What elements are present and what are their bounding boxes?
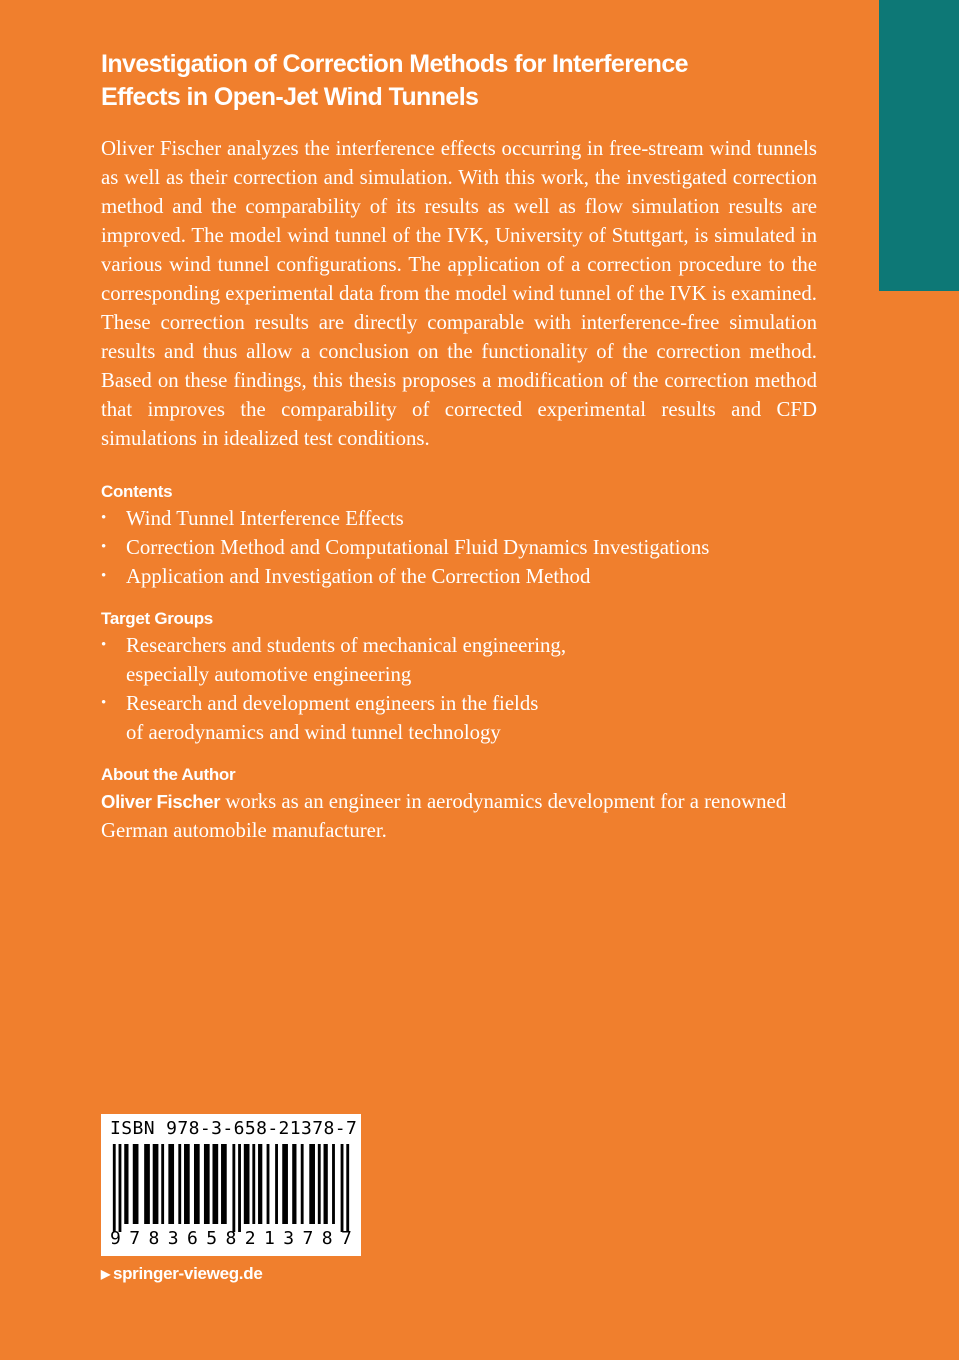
contents-list — [101, 504, 817, 591]
list-item — [101, 562, 817, 591]
barcode-digit: 7 — [129, 1228, 141, 1249]
list-item-text: especially automotive engineering — [126, 663, 412, 686]
barcode-bar — [144, 1144, 150, 1224]
website-text: springer-vieweg.de — [112, 1264, 263, 1283]
barcode-digit: 7 — [341, 1228, 352, 1249]
back-cover-content — [101, 48, 817, 845]
contents-section — [101, 480, 817, 591]
author-bio-text: works as an engineer in aerodynamics development for a renowned German automobile manufacturer. — [101, 790, 787, 842]
barcode-bar — [282, 1144, 288, 1224]
barcode-bar — [324, 1144, 328, 1224]
bullet-icon: • — [101, 510, 107, 526]
bullet-icon: • — [101, 568, 107, 584]
barcode-bar — [267, 1144, 270, 1224]
barcode-digit: 3 — [167, 1228, 179, 1249]
author-name: Oliver Fischer — [101, 791, 221, 812]
bullet-icon: • — [101, 539, 107, 555]
barcode-bar — [244, 1144, 250, 1224]
target-groups-list — [101, 631, 817, 747]
contents-heading: Contents — [101, 482, 173, 501]
isbn-label: ISBN 978-3-658-21378-7 — [110, 1118, 358, 1139]
barcode-guard-bar — [238, 1144, 241, 1232]
barcode-bar — [184, 1144, 190, 1224]
target-groups-section — [101, 607, 817, 747]
barcode-bar — [153, 1144, 159, 1224]
barcode-guard-bar — [232, 1144, 235, 1232]
list-item-text: Wind Tunnel Interference Effects — [126, 507, 404, 530]
barcode-bar — [124, 1144, 128, 1224]
barcode-digit: 8 — [225, 1228, 237, 1249]
barcode-bar — [292, 1144, 296, 1224]
barcode-bar — [275, 1144, 278, 1224]
list-item-text: Research and development engineers in the fields — [126, 692, 539, 715]
barcode-bar — [161, 1144, 164, 1224]
barcode-digit: 1 — [264, 1228, 275, 1249]
barcode-digit: 2 — [244, 1228, 256, 1249]
list-item — [101, 533, 817, 562]
barcode-bar — [168, 1144, 174, 1224]
target-groups-heading: Target Groups — [101, 609, 213, 628]
barcode-guard-bar — [119, 1144, 122, 1232]
about-author-section — [101, 763, 817, 845]
bullet-icon: • — [101, 695, 107, 711]
barcode-guard-bar — [341, 1144, 344, 1232]
list-item-text: Application and Investigation of the Correction Method — [126, 565, 591, 588]
barcode-bar — [178, 1144, 181, 1224]
barcode-digits — [110, 1228, 352, 1250]
book-abstract: Oliver Fischer analyzes the interference effects occurring in free-stream wind tunnels as well as their correction and simulation. With this work, the investigated correction method and the comparability of its results as well as flow simulation results are improved. The model wind tunnel of the IVK, University of Stuttgart, is simulated in various wind tunnel configurations. The application of a correction procedure to the corresponding experimental data from the model wind tunnel of the IVK is examined. These correction results are directly comparable with interference-free simulation results and thus allow a conclusion on the functionality of the correction method. Based on these findings, this thesis proposes a modification of the correction method that improves the comparability of corrected experimental results and CFD simulations in idealized test conditions. — [101, 137, 817, 450]
play-arrow-icon: ▶ — [101, 1267, 110, 1281]
publisher-website-link[interactable] — [101, 1263, 262, 1285]
list-item-text: Researchers and students of mechanical engineering, — [126, 634, 567, 657]
isbn-barcode — [101, 1114, 361, 1256]
list-item — [101, 631, 817, 689]
barcode-bar — [252, 1144, 255, 1224]
list-item-text: of aerodynamics and wind tunnel technology — [126, 721, 501, 744]
barcode-bars — [110, 1144, 352, 1232]
barcode-digit: 8 — [321, 1228, 333, 1249]
barcode-guard-bar — [113, 1144, 116, 1232]
book-title — [101, 48, 817, 114]
barcode-digit: 6 — [187, 1228, 198, 1249]
book-title-line: Effects in Open-Jet Wind Tunnels — [101, 83, 479, 111]
barcode-guard-bar — [346, 1144, 349, 1232]
barcode-bar — [212, 1144, 218, 1224]
barcode-bar — [133, 1144, 139, 1224]
list-item — [101, 504, 817, 533]
bullet-icon: • — [101, 637, 107, 653]
list-item — [101, 689, 817, 747]
book-title-line: Investigation of Correction Methods for Interference — [101, 50, 688, 78]
barcode-digit: 8 — [148, 1228, 160, 1249]
author-bio — [101, 787, 817, 845]
barcode-bar — [318, 1144, 321, 1224]
barcode-bar — [204, 1144, 210, 1224]
accent-color-block — [879, 0, 959, 291]
barcode-bar — [221, 1144, 227, 1224]
list-item-text: Correction Method and Computational Fluid Dynamics Investigations — [126, 536, 710, 559]
barcode-bar — [194, 1144, 200, 1224]
barcode-digit: 9 — [110, 1228, 121, 1249]
barcode-digit: 3 — [283, 1228, 295, 1249]
about-author-heading: About the Author — [101, 765, 236, 784]
barcode-digit: 7 — [302, 1228, 314, 1249]
barcode-bar — [309, 1144, 315, 1224]
barcode-digit: 5 — [206, 1228, 218, 1249]
barcode-bar — [332, 1144, 335, 1224]
barcode-bar — [258, 1144, 262, 1224]
barcode-bar — [301, 1144, 304, 1224]
